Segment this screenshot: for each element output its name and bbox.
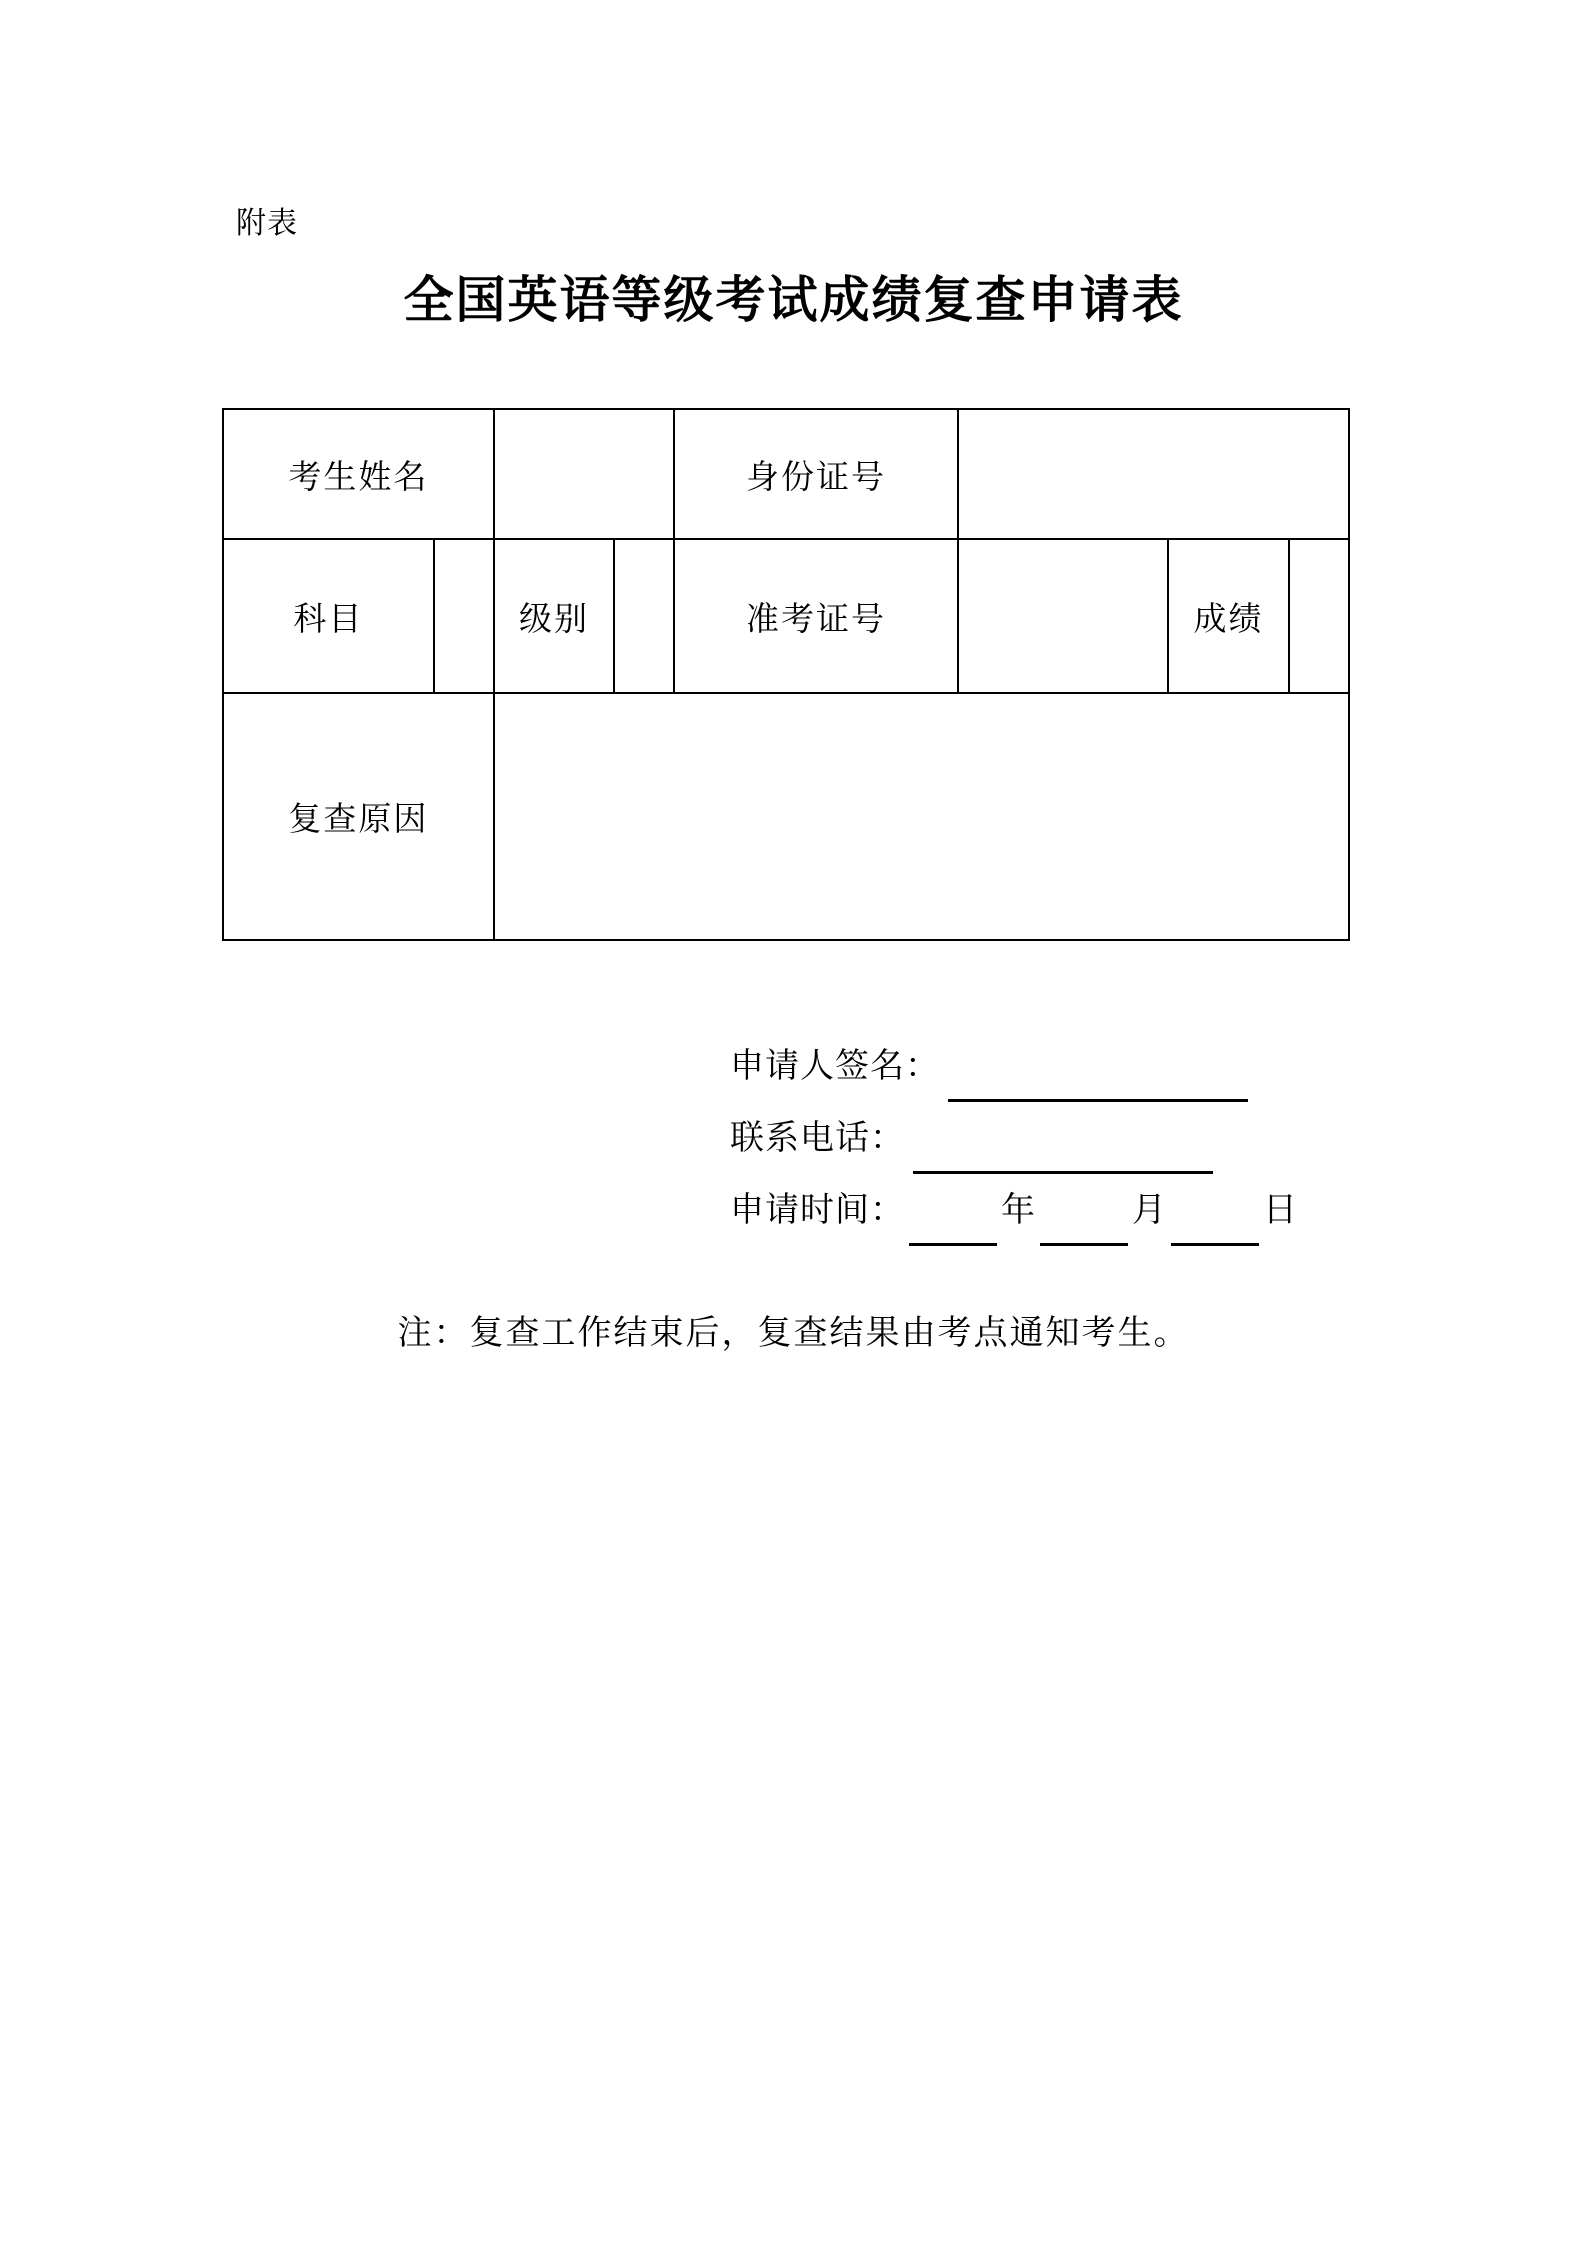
applicant-signature-input[interactable] — [948, 1065, 1248, 1102]
year-unit: 年 — [1001, 1190, 1036, 1230]
day-unit: 日 — [1263, 1190, 1298, 1230]
level-label: 级别 — [494, 539, 614, 693]
footer-note: 注：复查工作结束后，复查结果由考点通知考生。 — [397, 1313, 1190, 1353]
year-input[interactable] — [909, 1209, 997, 1246]
review-reason-label: 复查原因 — [223, 693, 494, 940]
phone-label: 联系电话： — [730, 1118, 905, 1158]
candidate-name-field[interactable] — [494, 409, 675, 539]
month-unit: 月 — [1132, 1190, 1167, 1230]
score-field[interactable] — [1289, 539, 1349, 693]
subject-label: 科目 — [223, 539, 434, 693]
admission-ticket-field[interactable] — [958, 539, 1169, 693]
application-form-table — [222, 408, 1350, 941]
day-input[interactable] — [1171, 1209, 1259, 1246]
table-row — [223, 693, 1349, 940]
applicant-signature-label: 申请人签名： — [730, 1046, 940, 1086]
admission-ticket-label: 准考证号 — [674, 539, 957, 693]
review-reason-field[interactable] — [494, 693, 1349, 940]
attachment-label: 附表 — [236, 206, 298, 241]
score-label: 成绩 — [1168, 539, 1288, 693]
id-number-label: 身份证号 — [674, 409, 957, 539]
phone-input[interactable] — [913, 1137, 1213, 1174]
table-row — [223, 409, 1349, 539]
month-input[interactable] — [1040, 1209, 1128, 1246]
signature-block — [730, 1030, 1298, 1246]
date-line — [730, 1174, 1298, 1246]
phone-line — [730, 1102, 1298, 1174]
candidate-name-label: 考生姓名 — [223, 409, 494, 539]
subject-field[interactable] — [434, 539, 494, 693]
date-label: 申请时间： — [730, 1190, 905, 1230]
page-title: 全国英语等级考试成绩复查申请表 — [403, 270, 1184, 329]
table-row — [223, 539, 1349, 693]
id-number-field[interactable] — [958, 409, 1349, 539]
applicant-signature-line — [730, 1030, 1298, 1102]
level-field[interactable] — [614, 539, 674, 693]
